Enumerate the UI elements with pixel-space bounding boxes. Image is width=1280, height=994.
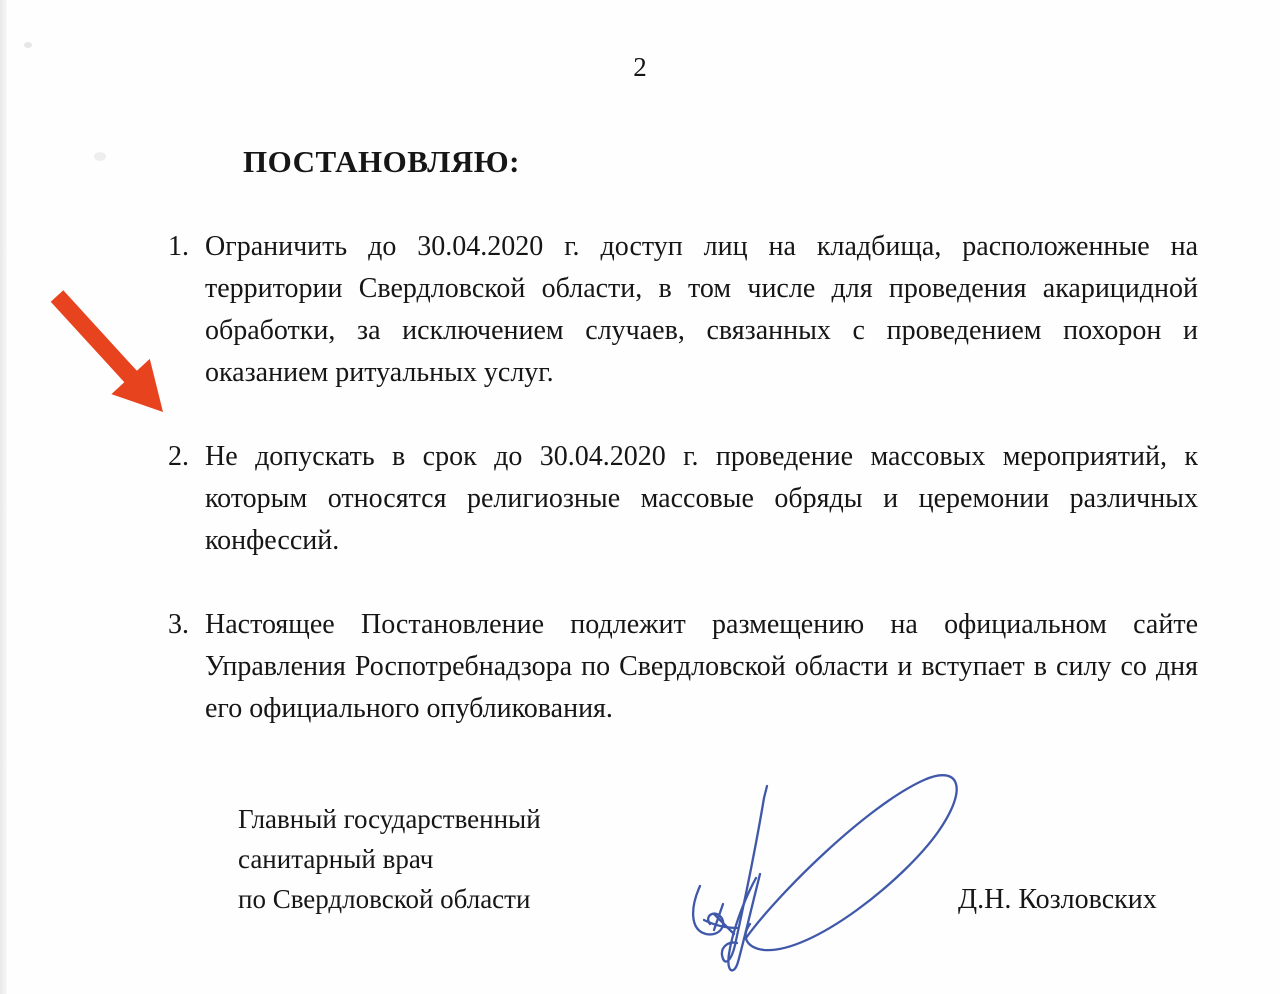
red-arrow-icon [40,285,175,425]
item-number: 2. [168,441,189,472]
item-text: Настоящее Постановление подлежит размещению на официальном сайте Управления Роспотребнадзора по Свердловской области и вступает в силу со дня его официального опубликования. [205,609,1198,724]
signer-name: Д.Н. Козловских [958,884,1157,915]
item-number: 1. [168,231,189,262]
red-arrow-shape [51,290,163,412]
decree-item-1 [168,226,1198,394]
decree-items [168,226,1198,730]
page-number: 2 [633,52,647,82]
item-text: Ограничить до 30.04.2020 г. доступ лиц на кладбища, расположенные на территории Свердловской области, в том числе для проведения акарицидной обработки, за исключением случаев, связанных с проведением похорон и оказанием ритуальных услуг. [205,231,1198,388]
signer-title-line: санитарный врач [238,844,434,874]
scan-speckle [24,42,32,48]
signer-title-line: Главный государственный [238,804,541,834]
decree-item-3 [168,604,1198,730]
item-number: 3. [168,609,189,640]
decree-item-2 [168,436,1198,562]
signer-title-line: по Свердловской области [238,884,531,914]
scan-edge-artifact [0,0,7,994]
signer-title [238,799,541,919]
item-text: Не допускать в срок до 30.04.2020 г. проведение массовых мероприятий, к которым относятся религиозные массовые обряды и церемонии различных конфессий. [205,441,1198,556]
signature-ink-strokes [693,775,957,970]
scan-speckle [94,152,106,161]
handwritten-signature [676,748,996,992]
decree-heading: ПОСТАНОВЛЯЮ: [243,144,520,179]
